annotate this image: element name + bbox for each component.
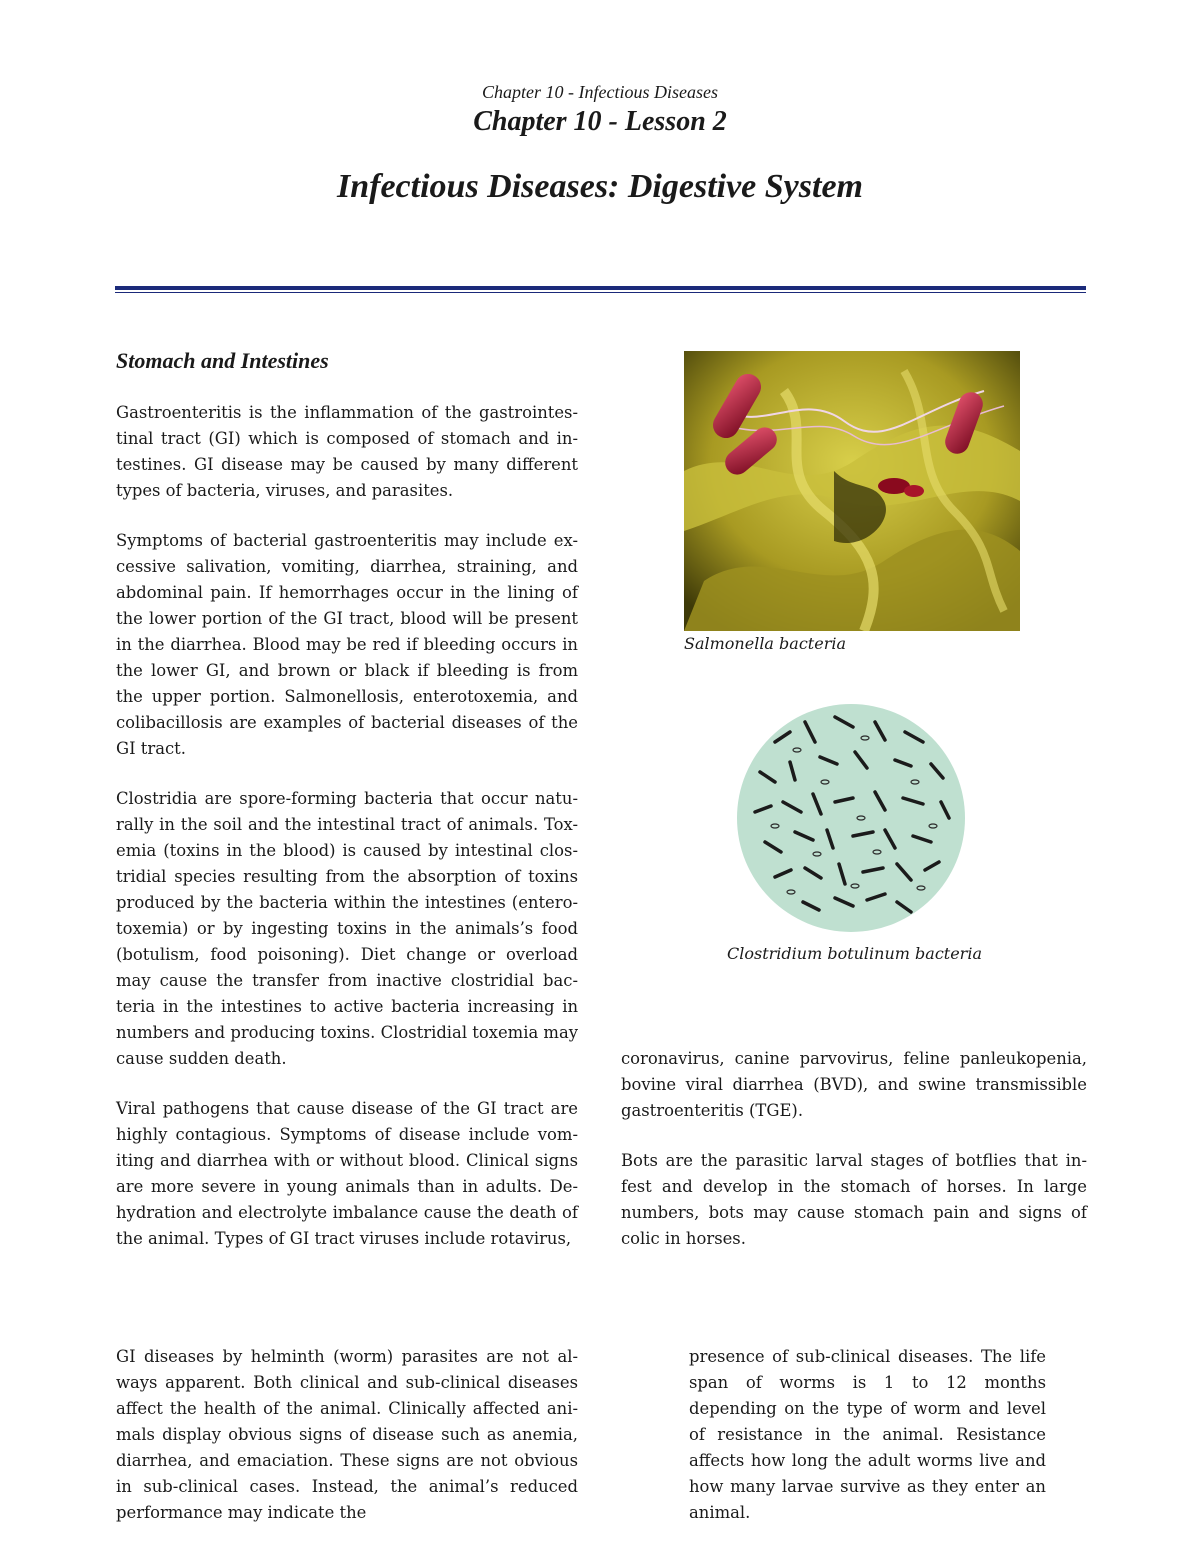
title-rule-thick xyxy=(115,286,1086,290)
paragraph-clostridia: Clostridia are spore-forming bacteria that occur natu-rally in the soil and the intestinal tract of animals. Tox-emia (toxins in the blood) is caused by intestinal clos-tridial species resulting from the absorption of toxins produced by the bacteria within the intestines (entero-toxemia) or by ingesting toxins in the animals’s food (botulism, food poisoning). Diet change or overload may cause the transfer from inactive clostridial bac-teria in the intestines to active bacteria increasing in numbers and producing toxins. Clostridial toxemia may cause sudden death. xyxy=(116,789,579,1068)
right-column xyxy=(621,1046,1087,1276)
bottom-right-column xyxy=(689,1344,1046,1550)
paragraph-helminth: GI diseases by helminth (worm) parasites are not al-ways apparent. Both clinical and sub-clinical diseases affect the health of the animal. Clinically affected ani-mals display obvious signs of disease such as anemia, diarrhea, and emaciation. These signs are not obvious in sub-clinical cases. Instead, the animal’s reduced performance may indicate the xyxy=(116,1347,578,1522)
paragraph-gastroenteritis: Gastroenteritis is the inflammation of the gastrointes-tinal tract (GI) which is composed of stomach and in-testines. GI disease may be caused by many different types of bacteria, viruses, and parasites. xyxy=(116,403,578,500)
paragraph-bacterial-symptoms: Symptoms of bacterial gastroenteritis may include ex-cessive salivation, vomiting, diarrhea, straining, and abdominal pain. If hemorrhages occur in the lining of the lower portion of the GI tract, blood will be present in the diarrhea. Blood may be red if bleeding occurs in the lower GI, and brown or black if bleeding is from the upper portion. Salmonellosis, enterotoxemia, and colibacillosis are examples of bacterial diseases of the GI tract. xyxy=(116,531,578,758)
paragraph-worm-lifespan: presence of sub-clinical diseases. The life span of worms is 1 to 12 months depending on the type of worm and level of resistance in the animal. Resistance affects how long the adult worms live and how many larvae survive as they enter an animal. xyxy=(689,1347,1046,1522)
bottom-left-column xyxy=(116,1344,578,1550)
paragraph-bots: Bots are the parasitic larval stages of botflies that in-fest and develop in the stomach of horses. In large numbers, bots may cause stomach pain and signs of colic in horses. xyxy=(621,1151,1087,1248)
page-title: Infectious Diseases: Digestive System xyxy=(337,168,863,205)
section-heading: Stomach and Intestines xyxy=(116,348,329,373)
running-head: Chapter 10 - Infectious Diseases xyxy=(482,82,718,102)
clostridium-caption: Clostridium botulinum bacteria xyxy=(727,944,982,963)
title-rule-thin xyxy=(115,292,1086,293)
salmonella-caption: Salmonella bacteria xyxy=(684,634,846,653)
left-column xyxy=(116,400,578,1276)
salmonella-image xyxy=(684,351,1020,631)
clostridium-image xyxy=(735,702,967,934)
paragraph-viral-pathogens: Viral pathogens that cause disease of the GI tract are highly contagious. Symptoms of disease include vom-iting and diarrhea with or without blood. Clinical signs are more severe in young animals than in adults. De-hydration and electrolyte imbalance cause the death of the animal. Types of GI tract viruses include rotavirus, xyxy=(116,1099,578,1248)
paragraph-virus-list: coronavirus, canine parvovirus, feline panleukopenia, bovine viral diarrhea (BVD), and swine transmissible gastroenteritis (TGE). xyxy=(621,1049,1087,1120)
lesson-title: Chapter 10 - Lesson 2 xyxy=(473,106,727,137)
